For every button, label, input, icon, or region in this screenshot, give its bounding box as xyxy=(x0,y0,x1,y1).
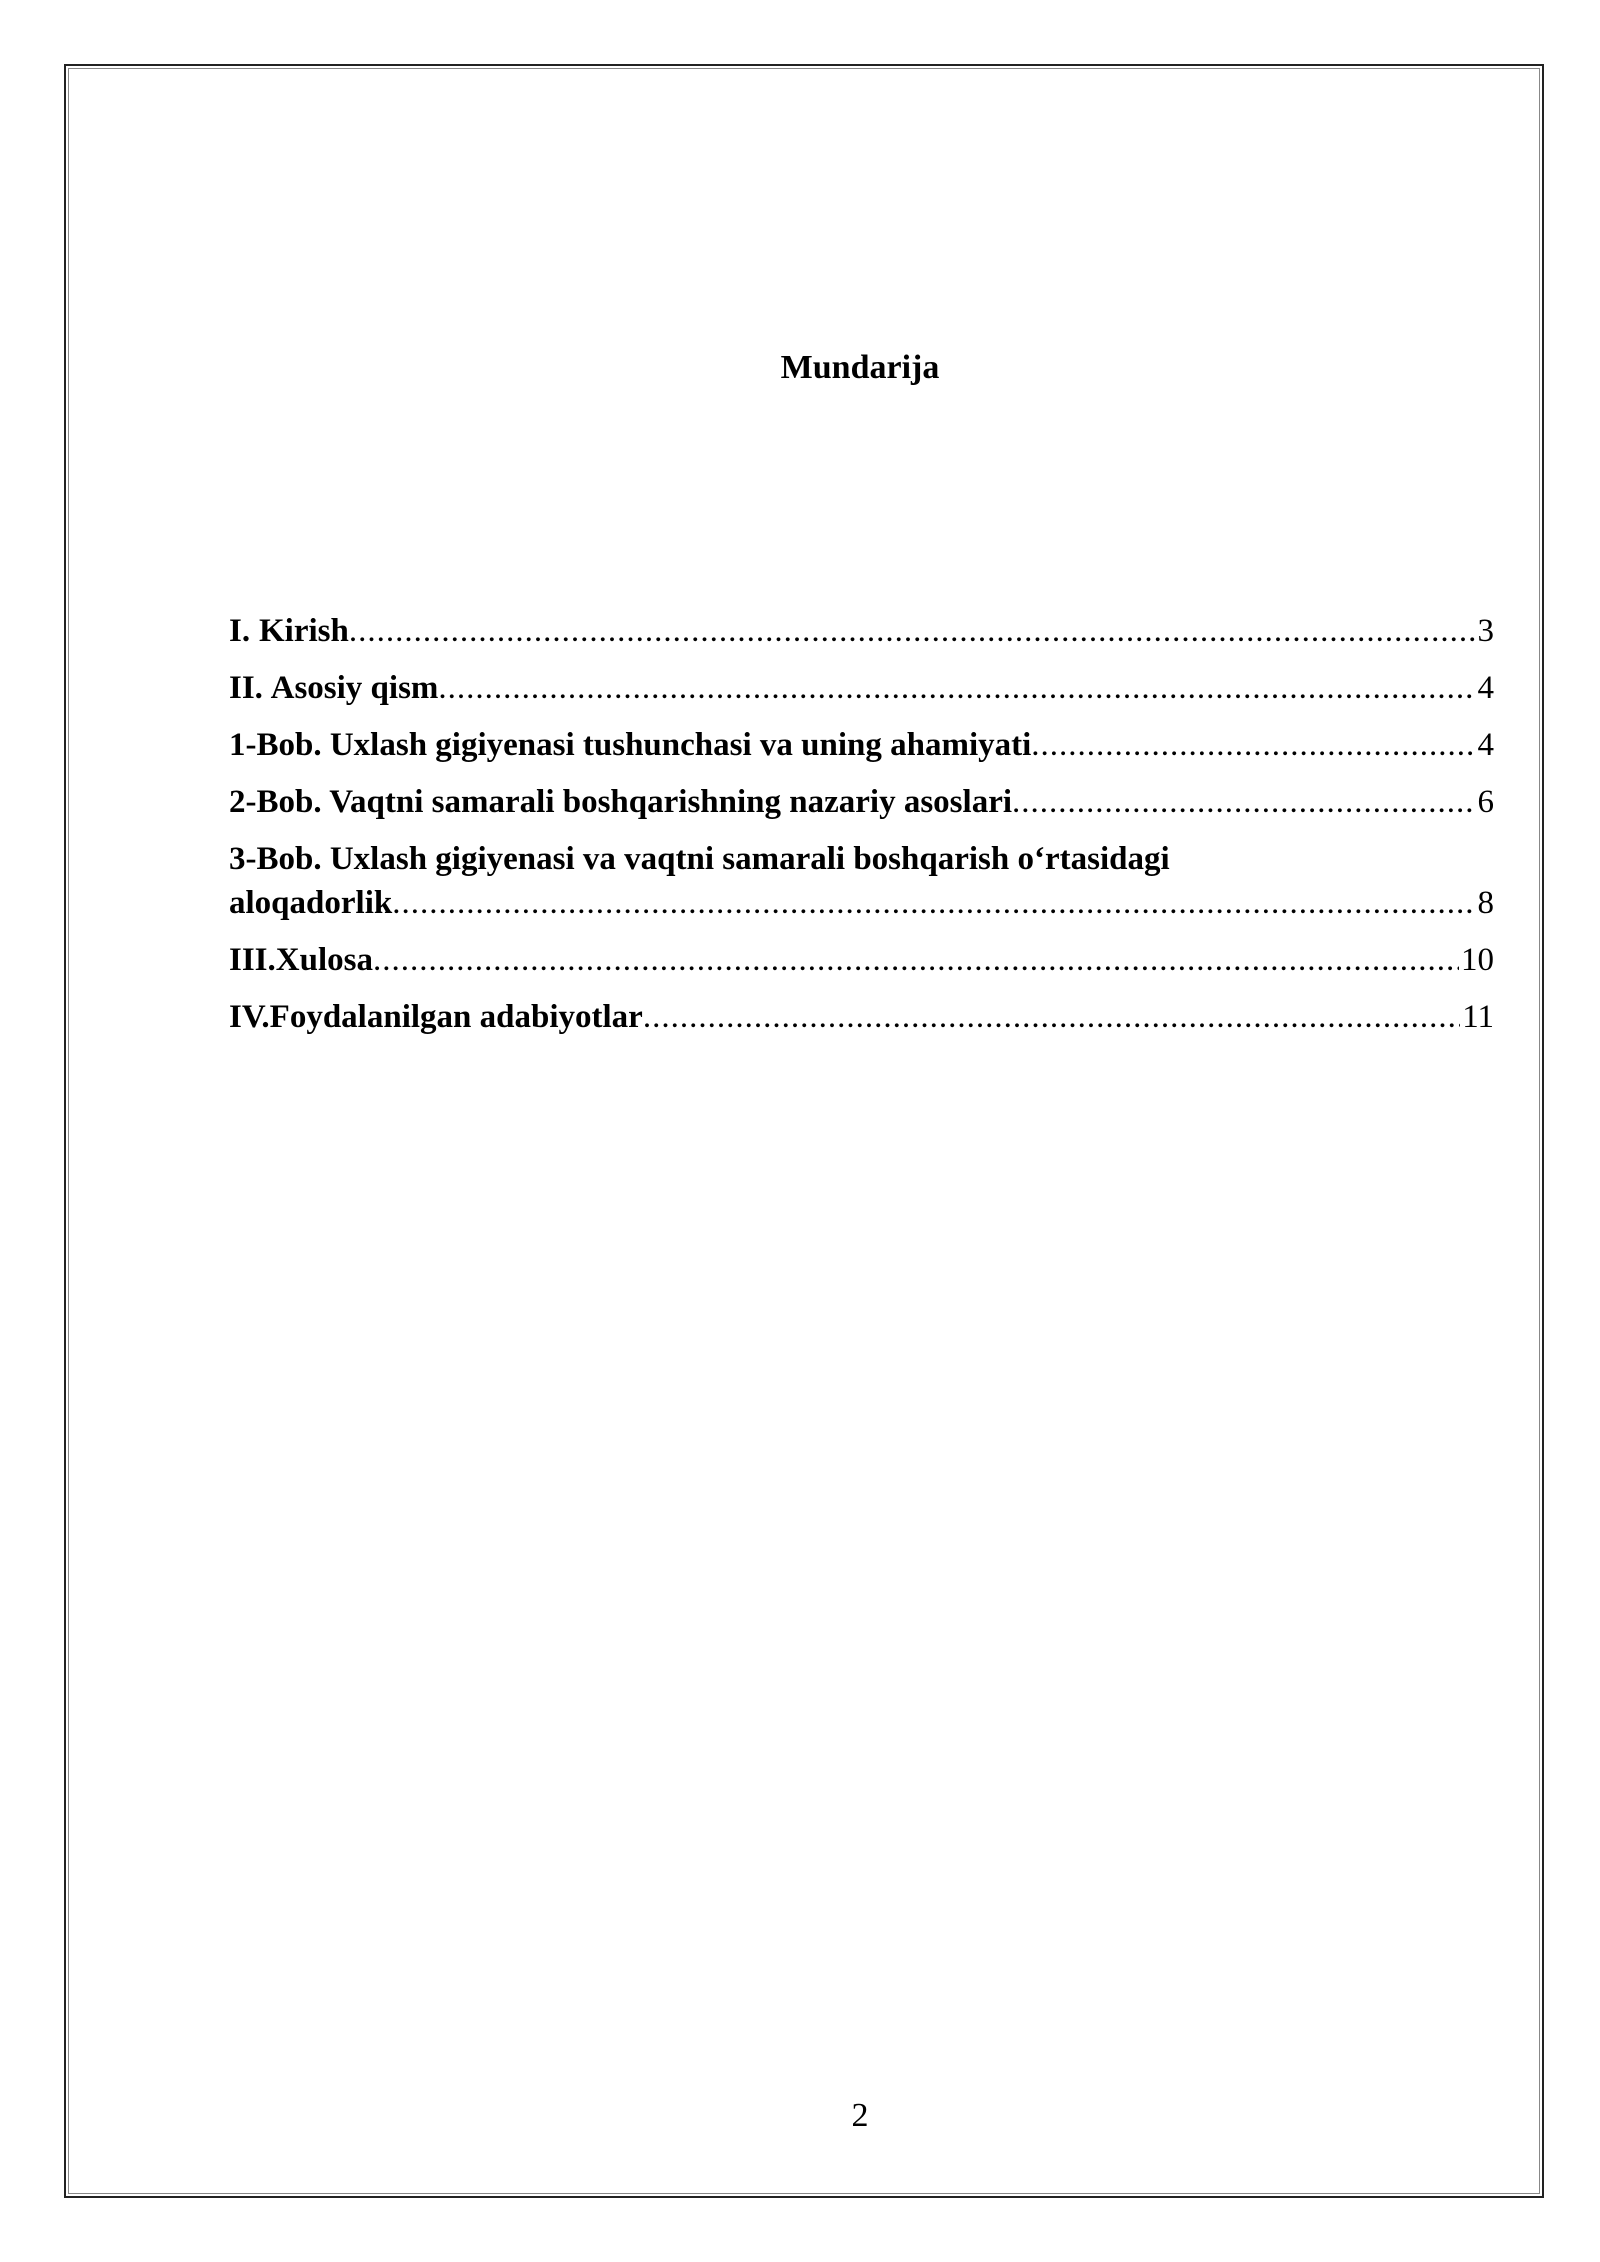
toc-entry-asosiy-qism[interactable] xyxy=(229,666,1494,723)
toc-entry-xulosa[interactable] xyxy=(229,938,1494,995)
toc-entry-label-line1: 3-Bob. Uxlash gigiyenasi va vaqtni samarali boshqarish o‘rtasidagi xyxy=(229,841,1170,877)
toc-entry-number: I. xyxy=(229,613,251,649)
toc-entry-page: 10 xyxy=(1461,942,1494,978)
toc-leader-dots xyxy=(392,881,1475,925)
toc-entry-bob-1[interactable] xyxy=(229,723,1494,780)
table-of-contents xyxy=(229,609,1494,1052)
toc-leader-dots xyxy=(349,609,1476,653)
toc-entry-label: Asosiy qism xyxy=(270,670,439,706)
toc-entry-number: II. xyxy=(229,670,263,706)
toc-entry-page: 11 xyxy=(1462,999,1494,1035)
toc-entry-page: 4 xyxy=(1477,670,1494,706)
toc-leader-dots xyxy=(373,938,1459,982)
toc-entry-bob-2[interactable] xyxy=(229,780,1494,837)
toc-entry-page: 3 xyxy=(1477,613,1494,649)
toc-leader-dots xyxy=(438,666,1475,710)
toc-entry-label: 1-Bob. Uxlash gigiyenasi tushunchasi va uning ahamiyati xyxy=(229,727,1032,763)
toc-leader-dots xyxy=(1012,780,1475,824)
page-title: Mundarija xyxy=(780,349,940,386)
toc-entry-label: 2-Bob. Vaqtni samarali boshqarishning nazariy asoslari xyxy=(229,784,1013,820)
toc-entry-bob-3[interactable] xyxy=(229,837,1494,938)
toc-entry-page: 4 xyxy=(1477,727,1494,763)
toc-entry-page: 8 xyxy=(1477,885,1494,921)
toc-entry-kirish[interactable] xyxy=(229,609,1494,666)
toc-entry-adabiyotlar[interactable] xyxy=(229,995,1494,1052)
toc-entry-page: 6 xyxy=(1477,784,1494,820)
toc-entry-label: Xulosa xyxy=(275,942,373,978)
toc-leader-dots xyxy=(643,995,1460,1039)
page-number: 2 xyxy=(851,2097,869,2134)
toc-entry-label: Kirish xyxy=(258,613,349,649)
toc-entry-number: IV. xyxy=(229,999,270,1035)
toc-entry-label-line2: aloqadorlik xyxy=(229,885,393,921)
toc-leader-dots xyxy=(1031,723,1475,767)
toc-entry-label: Foydalanilgan adabiyotlar xyxy=(269,999,643,1035)
toc-entry-number: III. xyxy=(229,942,276,978)
